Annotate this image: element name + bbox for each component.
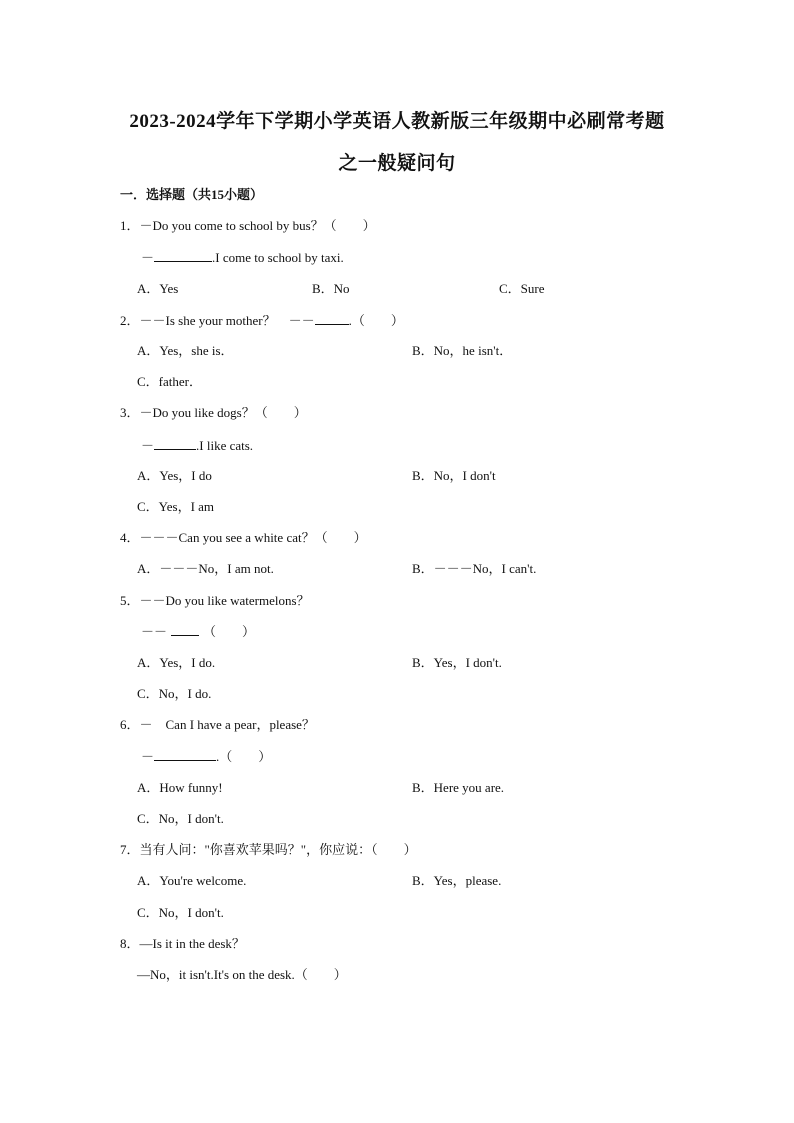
dash: － <box>141 250 155 265</box>
question-6-answer-line <box>141 748 271 765</box>
answer-blank <box>171 623 199 636</box>
question-5-option-b: B．Yes，I don't. <box>412 655 502 670</box>
question-1-answer-line <box>141 249 344 266</box>
question-6-option-c: C．No，I don't. <box>137 811 224 826</box>
question-7-option-a: A．You're welcome. <box>137 873 247 888</box>
answer-blank <box>154 249 212 262</box>
answer-text: .（ ） <box>216 749 272 764</box>
question-5-answer-line <box>141 623 255 640</box>
page-title: 2023-2024学年下学期小学英语人教新版三年级期中必刷常考题 <box>129 111 665 132</box>
question-5-option-c: C．No，I do. <box>137 686 212 701</box>
question-3-answer-line <box>141 437 253 454</box>
question-4-option-b: B．－－－No，I can't. <box>412 561 537 576</box>
question-8-answer-line: —No，it isn't.It's on the desk.（ ） <box>137 967 347 982</box>
stem-text-end: .（ ） <box>348 313 404 328</box>
question-1-option-b: B．No <box>312 281 350 296</box>
question-4-stem: 4．－－－Can you see a white cat？（ ） <box>120 530 367 545</box>
question-1-option-c: C．Sure <box>499 281 545 296</box>
answer-text: （ ） <box>203 624 256 639</box>
question-2-stem <box>120 312 404 329</box>
question-2-option-c: C．father． <box>137 374 202 389</box>
question-3-option-b: B．No，I don't <box>412 468 496 483</box>
question-2-option-b: B．No，he isn't． <box>412 343 513 358</box>
answer-blank <box>154 748 216 761</box>
dash: － <box>141 749 155 764</box>
answer-text: .I come to school by taxi. <box>212 250 344 265</box>
page-subtitle: 之一般疑问句 <box>338 153 456 174</box>
dash: － <box>141 438 155 453</box>
question-5-stem: 5．－－Do you like watermelons？ <box>120 593 310 608</box>
question-3-option-a: A．Yes，I do <box>137 468 212 483</box>
answer-blank <box>154 437 196 450</box>
answer-text: .I like cats. <box>196 438 254 453</box>
question-2-option-a: A．Yes，she is． <box>137 343 234 358</box>
question-7-stem: 7．当有人问："你喜欢苹果吗？"，你应说：（ ） <box>120 842 417 857</box>
question-3-stem: 3．－Do you like dogs？（ ） <box>120 405 307 420</box>
dash: －－ <box>141 624 168 639</box>
question-8-stem: 8．—Is it in the desk？ <box>120 936 245 951</box>
question-1-stem: 1．－Do you come to school by bus？（ ） <box>120 218 376 233</box>
question-7-option-c: C．No，I don't. <box>137 905 224 920</box>
question-7-option-b: B．Yes，please. <box>412 873 502 888</box>
question-6-stem: 6．－ Can I have a pear，please？ <box>120 717 315 732</box>
question-5-option-a: A．Yes，I do. <box>137 655 216 670</box>
stem-text: 2．－－Is she your mother？ －－ <box>120 313 315 328</box>
question-6-option-b: B．Here you are. <box>412 780 505 795</box>
section-heading: 一．选择题（共15小题） <box>120 187 264 202</box>
question-1-option-a: A．Yes <box>137 281 179 296</box>
question-3-option-c: C．Yes，I am <box>137 499 215 514</box>
question-4-option-a: A．－－－No，I am not. <box>137 561 274 576</box>
question-6-option-a: A．How funny! <box>137 780 223 795</box>
answer-blank <box>315 312 349 325</box>
